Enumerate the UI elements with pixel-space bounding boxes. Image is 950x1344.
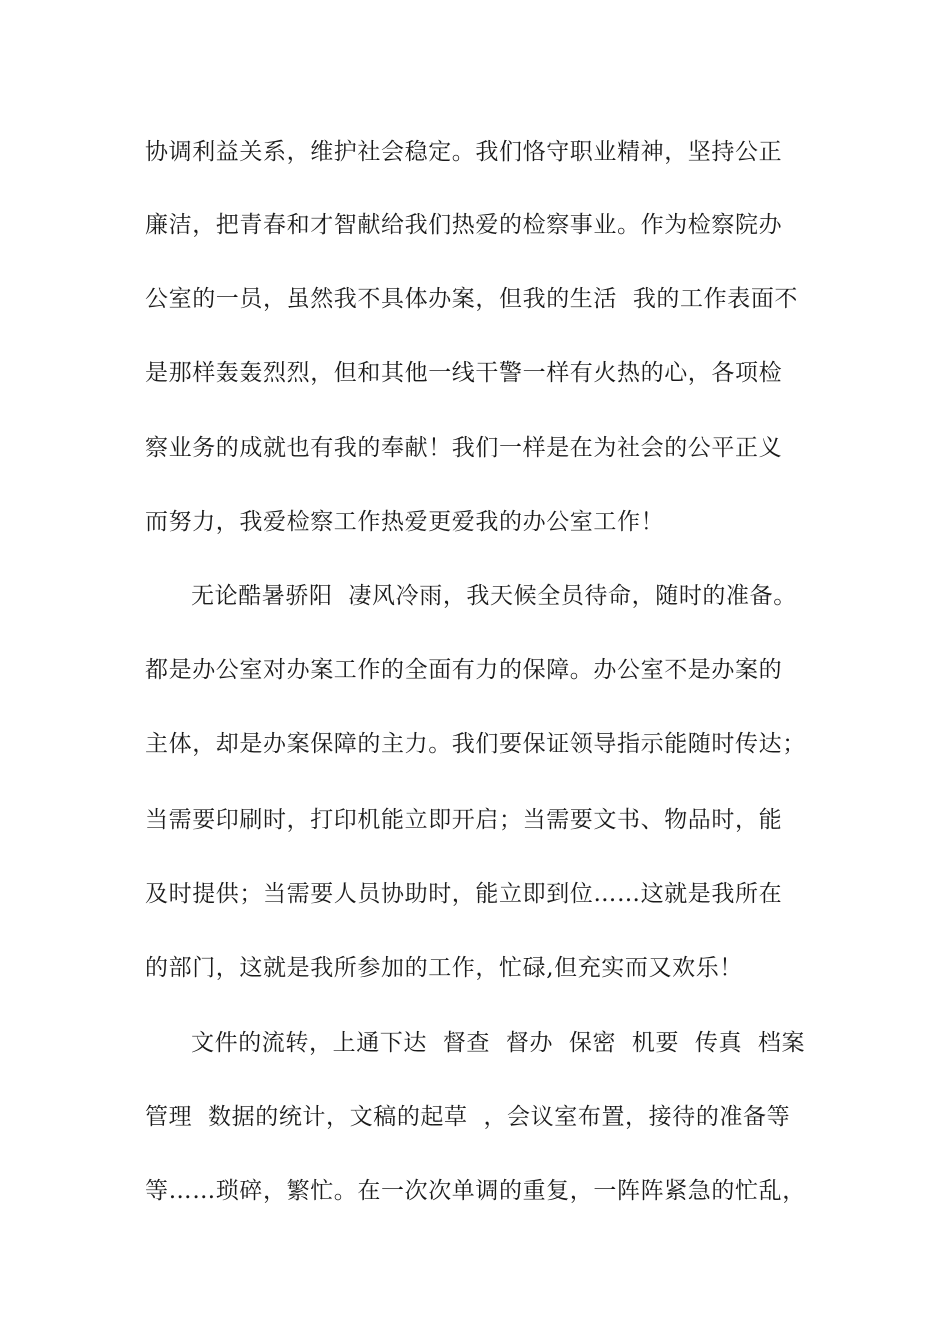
text-line: 当需要印刷时，打印机能立即开启；当需要文书、物品时，能 (145, 807, 783, 833)
text-line: 协调利益关系，维护社会稳定。我们恪守职业精神，坚持公正 (145, 139, 783, 165)
text-line: 是那样轰轰烈烈，但和其他一线干警一样有火热的心，各项检 (145, 360, 783, 386)
paragraph-first-line: 文件的流转，上通下达 督查 督办 保密 机要 传真 档案 (191, 1030, 806, 1056)
text-line: 察业务的成就也有我的奉献！我们一样是在为社会的公平正义 (145, 435, 783, 461)
text-line: 及时提供；当需要人员协助时，能立即到位……这就是我所在 (145, 881, 783, 907)
text-line: 公室的一员，虽然我不具体办案，但我的生活 我的工作表面不 (145, 286, 799, 312)
text-line: 主体，却是办案保障的主力。我们要保证领导指示能随时传达； (145, 731, 806, 757)
text-line: 而努力，我爱检察工作热爱更爱我的办公室工作！ (145, 509, 665, 535)
paragraph-first-line: 无论酷暑骄阳 凄风冷雨，我天候全员待命，随时的准备。 (191, 583, 797, 609)
text-line: 廉洁，把青春和才智献给我们热爱的检察事业。作为检察院办 (145, 212, 783, 238)
text-line: 管理 数据的统计，文稿的起草 ，会议室布置，接待的准备等 (145, 1104, 791, 1130)
text-line: 的部门，这就是我所参加的工作，忙碌,但充实而又欢乐！ (145, 955, 743, 981)
text-line: 等……琐碎，繁忙。在一次次单调的重复，一阵阵紧急的忙乱， (145, 1178, 806, 1204)
text-line: 都是办公室对办案工作的全面有力的保障。办公室不是办案的 (145, 657, 783, 683)
